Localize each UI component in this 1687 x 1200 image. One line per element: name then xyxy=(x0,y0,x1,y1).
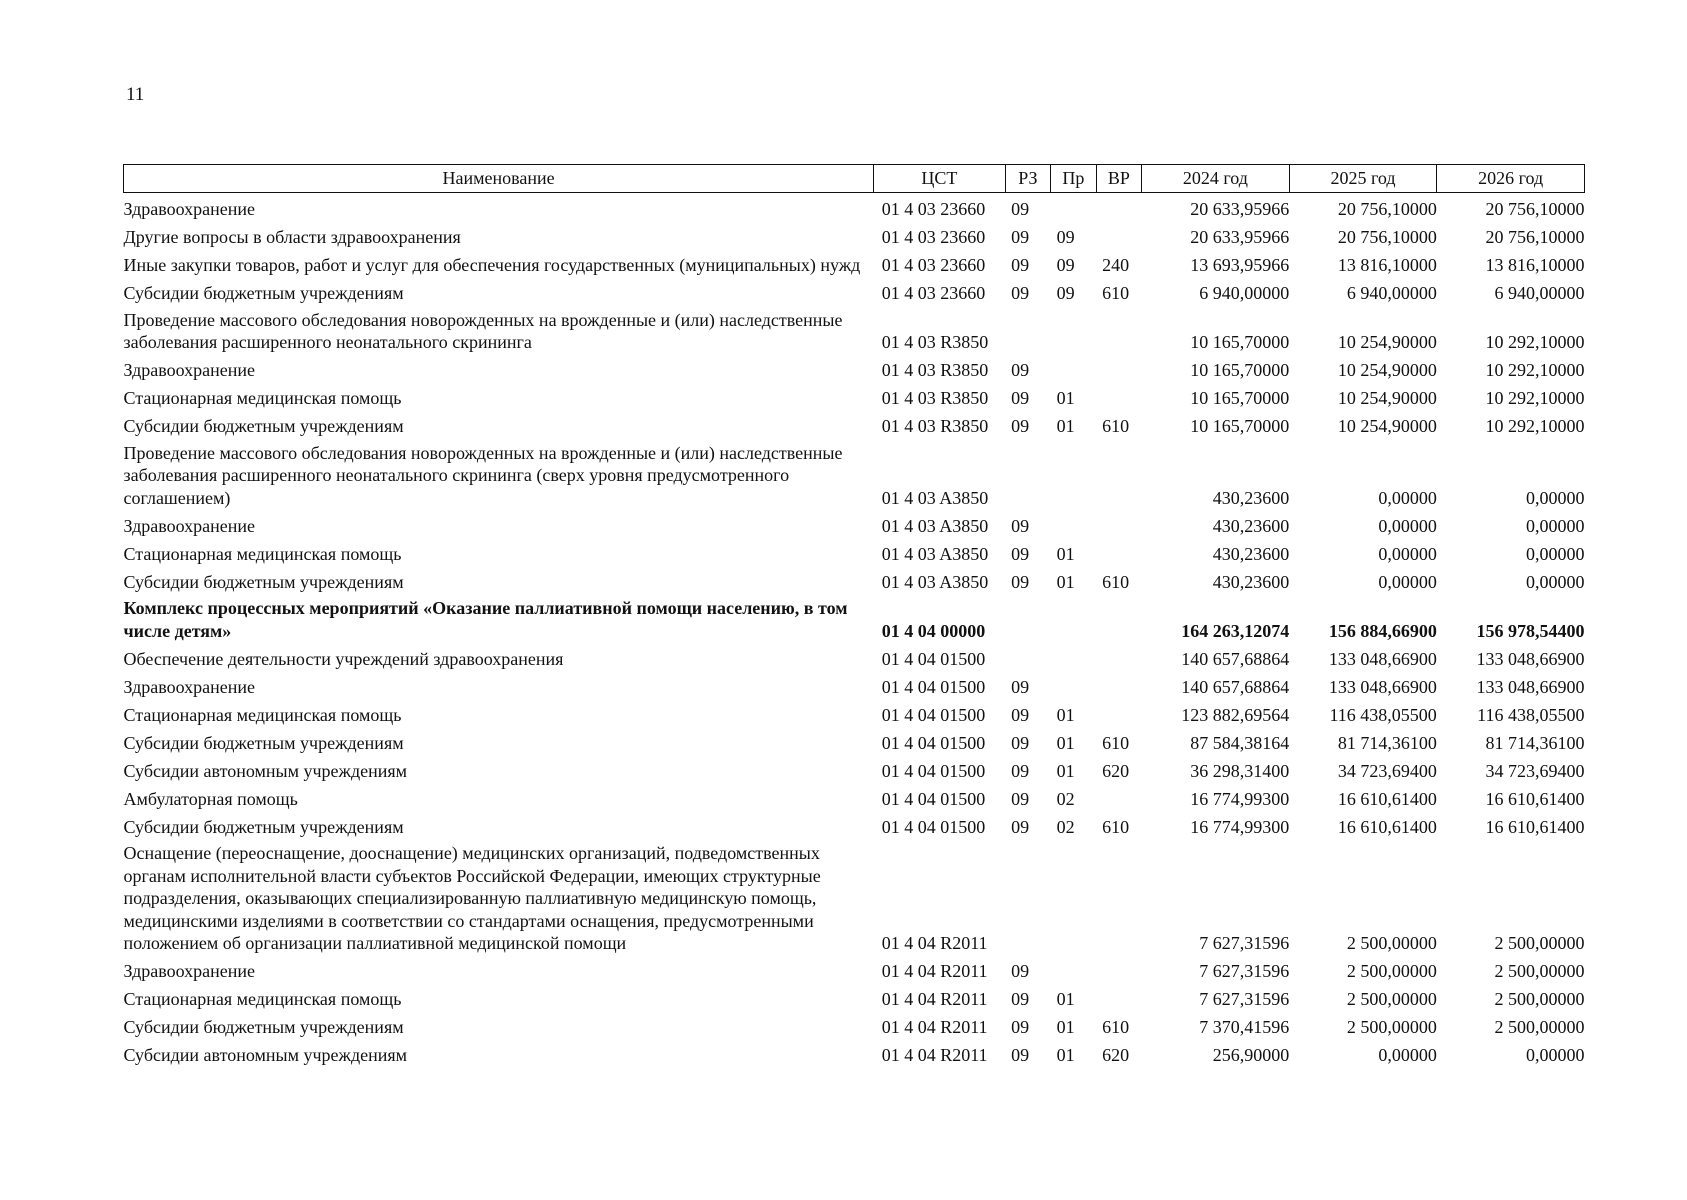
cell-2026: 0,00000 xyxy=(1526,515,1585,536)
table-row xyxy=(124,840,1585,957)
cell-rz: 09 xyxy=(1011,283,1030,303)
cell-name: Здравоохранение xyxy=(123,199,256,219)
table-row xyxy=(124,539,1585,567)
cell-vr xyxy=(1096,511,1141,539)
cell-pr xyxy=(1051,672,1096,700)
cell-cst: 01 4 04 01500 xyxy=(881,648,986,669)
cell-cst: 01 4 04 01500 xyxy=(881,676,986,697)
cell-name: Обеспечение деятельности учреждений здравоохранения xyxy=(123,648,564,669)
cell-vr xyxy=(1096,440,1141,512)
table-row xyxy=(124,728,1585,756)
cell-2024: 16 774,99300 xyxy=(1190,816,1290,837)
cell-name: Стационарная медицинская помощь xyxy=(123,989,402,1009)
header-pr: Пр xyxy=(1051,165,1096,193)
cell-2024: 123 882,69564 xyxy=(1181,704,1290,725)
cell-2024: 10 165,70000 xyxy=(1190,416,1290,436)
cell-vr: 240 xyxy=(1102,255,1130,275)
cell-vr: 610 xyxy=(1102,732,1130,753)
table-row xyxy=(124,251,1585,279)
cell-pr xyxy=(1051,511,1096,539)
cell-name: Стационарная медицинская помощь xyxy=(123,388,402,408)
cell-2025: 10 254,90000 xyxy=(1337,360,1437,380)
table-row xyxy=(124,595,1585,644)
cell-2025: 0,00000 xyxy=(1378,543,1437,564)
cell-rz: 09 xyxy=(1011,416,1030,436)
cell-vr xyxy=(1096,784,1141,812)
cell-2024: 20 633,95966 xyxy=(1190,227,1290,247)
cell-2026: 133 048,66900 xyxy=(1476,676,1585,697)
table-row xyxy=(124,511,1585,539)
table-row xyxy=(124,412,1585,440)
table-row xyxy=(124,1041,1585,1069)
cell-vr: 620 xyxy=(1102,1045,1130,1065)
cell-2025: 133 048,66900 xyxy=(1328,676,1437,697)
cell-cst: 01 4 03 R3850 xyxy=(881,332,989,352)
cell-rz: 09 xyxy=(1011,571,1030,592)
cell-rz: 09 xyxy=(1011,989,1030,1009)
cell-2024: 7 627,31596 xyxy=(1199,961,1290,981)
cell-2026: 34 723,69400 xyxy=(1485,760,1585,781)
cell-2025: 81 714,36100 xyxy=(1337,732,1437,753)
cell-2024: 7 627,31596 xyxy=(1199,933,1290,953)
cell-pr: 01 xyxy=(1056,543,1075,564)
cell-rz xyxy=(1005,595,1050,644)
cell-2026: 2 500,00000 xyxy=(1494,961,1585,981)
budget-table xyxy=(123,164,1585,1069)
cell-2025: 34 723,69400 xyxy=(1337,760,1437,781)
cell-2024: 430,23600 xyxy=(1212,571,1290,592)
cell-cst: 01 4 04 01500 xyxy=(881,732,986,753)
table-row xyxy=(124,1013,1585,1041)
cell-2025: 6 940,00000 xyxy=(1346,283,1437,303)
cell-vr xyxy=(1096,595,1141,644)
cell-2026: 156 978,54400 xyxy=(1476,620,1585,641)
cell-2025: 133 048,66900 xyxy=(1328,648,1437,669)
cell-2025: 2 500,00000 xyxy=(1346,1017,1437,1037)
cell-cst: 01 4 03 A3850 xyxy=(881,515,989,536)
cell-rz: 09 xyxy=(1011,227,1030,247)
cell-rz: 09 xyxy=(1011,255,1030,275)
table-row xyxy=(124,957,1585,985)
cell-2026: 2 500,00000 xyxy=(1494,933,1585,953)
cell-rz: 09 xyxy=(1011,1017,1030,1037)
table-row xyxy=(124,307,1585,356)
cell-2025: 0,00000 xyxy=(1378,487,1437,508)
cell-2025: 13 816,10000 xyxy=(1337,255,1437,275)
cell-pr: 01 xyxy=(1056,416,1075,436)
cell-rz: 09 xyxy=(1011,961,1030,981)
cell-name: Субсидии бюджетным учреждениям xyxy=(123,816,404,837)
cell-pr xyxy=(1051,595,1096,644)
cell-vr xyxy=(1096,840,1141,957)
cell-2025: 20 756,10000 xyxy=(1337,227,1437,247)
cell-pr xyxy=(1051,957,1096,985)
cell-pr: 01 xyxy=(1056,760,1075,781)
cell-2025: 116 438,05500 xyxy=(1329,704,1437,725)
cell-vr xyxy=(1096,223,1141,251)
cell-2026: 0,00000 xyxy=(1526,1045,1585,1065)
cell-2025: 20 756,10000 xyxy=(1337,199,1437,219)
cell-2024: 256,90000 xyxy=(1212,1045,1290,1065)
cell-name: Другие вопросы в области здравоохранения xyxy=(123,227,461,247)
cell-rz: 09 xyxy=(1011,388,1030,408)
cell-pr: 01 xyxy=(1056,1017,1075,1037)
cell-2026: 10 292,10000 xyxy=(1485,416,1585,436)
cell-name: Здравоохранение xyxy=(123,676,256,697)
cell-pr xyxy=(1051,356,1096,384)
table-row xyxy=(124,567,1585,595)
cell-pr xyxy=(1051,644,1096,672)
cell-rz xyxy=(1005,840,1050,957)
cell-vr xyxy=(1096,539,1141,567)
cell-cst: 01 4 04 01500 xyxy=(881,788,986,809)
cell-cst: 01 4 04 R2011 xyxy=(881,1045,988,1065)
cell-2024: 10 165,70000 xyxy=(1190,360,1290,380)
header-vr: ВР xyxy=(1096,165,1141,193)
cell-name: Стационарная медицинская помощь xyxy=(123,543,402,564)
header-2026: 2026 год xyxy=(1437,165,1585,193)
table-row xyxy=(124,672,1585,700)
table-body xyxy=(124,193,1585,1069)
cell-vr: 610 xyxy=(1102,416,1130,436)
cell-vr: 610 xyxy=(1102,1017,1130,1037)
cell-name: Иные закупки товаров, работ и услуг для обеспечения государственных (муниципальных) нужд xyxy=(123,255,861,275)
page-number: 11 xyxy=(126,84,145,105)
cell-pr: 09 xyxy=(1056,227,1075,247)
cell-name: Субсидии бюджетным учреждениям xyxy=(123,283,404,303)
cell-2025: 156 884,66900 xyxy=(1328,620,1437,641)
table-row xyxy=(124,440,1585,512)
cell-2024: 87 584,38164 xyxy=(1190,732,1290,753)
table-header xyxy=(124,165,1585,193)
cell-name: Комплекс процессных мероприятий «Оказание паллиативной помощи населению, в том числе детям» xyxy=(123,598,848,641)
cell-2026: 13 816,10000 xyxy=(1485,255,1585,275)
cell-pr: 01 xyxy=(1056,1045,1075,1065)
cell-name: Здравоохранение xyxy=(123,360,256,380)
cell-name: Оснащение (переоснащение, дооснащение) медицинских организаций, подведомственных органам исполнительной власти субъектов Российской Федерации, имеющих структурные подразделения, оказывающих специализированную паллиативную медицинскую помощь, медицинскими изделиями в соответствии со стандартами оснащения, предусмотренными положением об организации паллиативной медицинской помощи xyxy=(123,843,821,953)
cell-2025: 10 254,90000 xyxy=(1337,388,1437,408)
cell-2026: 10 292,10000 xyxy=(1485,332,1585,352)
cell-rz: 09 xyxy=(1011,760,1030,781)
cell-name: Проведение массового обследования новорожденных на врожденные и (или) наследственные заболевания расширенного неонатального скрининга xyxy=(123,309,843,352)
cell-2026: 6 940,00000 xyxy=(1494,283,1585,303)
cell-2025: 16 610,61400 xyxy=(1337,788,1437,809)
table-row xyxy=(124,193,1585,223)
cell-2025: 16 610,61400 xyxy=(1337,816,1437,837)
cell-2026: 20 756,10000 xyxy=(1485,227,1585,247)
cell-2026: 0,00000 xyxy=(1526,543,1585,564)
cell-2026: 10 292,10000 xyxy=(1485,388,1585,408)
cell-cst: 01 4 04 00000 xyxy=(881,620,986,641)
cell-name: Субсидии автономным учреждениям xyxy=(123,1045,408,1065)
cell-2024: 13 693,95966 xyxy=(1190,255,1290,275)
cell-name: Стационарная медицинская помощь xyxy=(123,704,402,725)
cell-2024: 7 627,31596 xyxy=(1199,989,1290,1009)
table-row xyxy=(124,223,1585,251)
cell-pr: 01 xyxy=(1056,704,1075,725)
cell-vr xyxy=(1096,957,1141,985)
cell-2026: 2 500,00000 xyxy=(1494,989,1585,1009)
table-row xyxy=(124,756,1585,784)
cell-cst: 01 4 03 23660 xyxy=(881,283,986,303)
cell-cst: 01 4 03 23660 xyxy=(881,227,986,247)
cell-cst: 01 4 04 R2011 xyxy=(881,961,988,981)
cell-2026: 20 756,10000 xyxy=(1485,199,1585,219)
cell-2024: 164 263,12074 xyxy=(1181,620,1290,641)
cell-vr: 610 xyxy=(1102,283,1130,303)
cell-cst: 01 4 03 A3850 xyxy=(881,571,989,592)
header-rz: РЗ xyxy=(1005,165,1050,193)
cell-rz: 09 xyxy=(1011,1045,1030,1065)
table-row xyxy=(124,356,1585,384)
table-row xyxy=(124,812,1585,840)
table-row xyxy=(124,644,1585,672)
cell-name: Субсидии бюджетным учреждениям xyxy=(123,732,404,753)
cell-rz: 09 xyxy=(1011,816,1030,837)
cell-cst: 01 4 03 R3850 xyxy=(881,416,989,436)
cell-rz xyxy=(1005,440,1050,512)
header-2025: 2025 год xyxy=(1289,165,1437,193)
table-row xyxy=(124,384,1585,412)
cell-pr: 09 xyxy=(1056,283,1075,303)
header-cst: ЦСТ xyxy=(874,165,1005,193)
cell-2024: 10 165,70000 xyxy=(1190,388,1290,408)
cell-vr xyxy=(1096,985,1141,1013)
cell-rz: 09 xyxy=(1011,732,1030,753)
cell-2025: 2 500,00000 xyxy=(1346,933,1437,953)
cell-cst: 01 4 03 A3850 xyxy=(881,487,989,508)
cell-pr: 01 xyxy=(1056,571,1075,592)
cell-name: Субсидии автономным учреждениям xyxy=(123,760,408,781)
cell-2025: 2 500,00000 xyxy=(1346,961,1437,981)
cell-name: Здравоохранение xyxy=(123,961,256,981)
cell-pr: 01 xyxy=(1056,989,1075,1009)
cell-rz: 09 xyxy=(1011,199,1030,219)
cell-vr xyxy=(1096,307,1141,356)
cell-name: Субсидии бюджетным учреждениям xyxy=(123,416,404,436)
cell-cst: 01 4 03 A3850 xyxy=(881,543,989,564)
cell-2024: 430,23600 xyxy=(1212,487,1290,508)
cell-rz: 09 xyxy=(1011,360,1030,380)
cell-2024: 10 165,70000 xyxy=(1190,332,1290,352)
cell-vr xyxy=(1096,356,1141,384)
cell-vr: 610 xyxy=(1102,571,1130,592)
cell-2025: 10 254,90000 xyxy=(1337,416,1437,436)
cell-name: Амбулаторная помощь xyxy=(123,788,298,809)
table-row xyxy=(124,985,1585,1013)
cell-cst: 01 4 03 23660 xyxy=(881,199,986,219)
cell-2025: 0,00000 xyxy=(1378,1045,1437,1065)
cell-pr: 01 xyxy=(1056,732,1075,753)
cell-cst: 01 4 04 R2011 xyxy=(881,1017,988,1037)
cell-2024: 6 940,00000 xyxy=(1199,283,1290,303)
table-row xyxy=(124,700,1585,728)
cell-2025: 10 254,90000 xyxy=(1337,332,1437,352)
cell-cst: 01 4 03 R3850 xyxy=(881,388,989,408)
cell-name: Субсидии бюджетным учреждениям xyxy=(123,1017,404,1037)
table-row xyxy=(124,279,1585,307)
cell-2024: 430,23600 xyxy=(1212,515,1290,536)
cell-pr xyxy=(1051,307,1096,356)
cell-vr xyxy=(1096,672,1141,700)
cell-2024: 7 370,41596 xyxy=(1199,1017,1290,1037)
cell-rz: 09 xyxy=(1011,704,1030,725)
cell-cst: 01 4 04 01500 xyxy=(881,816,986,837)
cell-2026: 16 610,61400 xyxy=(1485,816,1585,837)
cell-pr xyxy=(1051,440,1096,512)
cell-pr: 01 xyxy=(1056,388,1075,408)
cell-rz: 09 xyxy=(1011,788,1030,809)
cell-2026: 81 714,36100 xyxy=(1485,732,1585,753)
cell-cst: 01 4 04 01500 xyxy=(881,760,986,781)
cell-2024: 140 657,68864 xyxy=(1181,676,1290,697)
cell-vr xyxy=(1096,384,1141,412)
cell-rz: 09 xyxy=(1011,543,1030,564)
table-row xyxy=(124,784,1585,812)
cell-pr xyxy=(1051,193,1096,223)
cell-rz: 09 xyxy=(1011,676,1030,697)
cell-cst: 01 4 03 R3850 xyxy=(881,360,989,380)
cell-2026: 0,00000 xyxy=(1526,571,1585,592)
cell-2024: 430,23600 xyxy=(1212,543,1290,564)
cell-name: Субсидии бюджетным учреждениям xyxy=(123,571,404,592)
cell-rz xyxy=(1005,644,1050,672)
cell-rz: 09 xyxy=(1011,515,1030,536)
cell-2026: 116 438,05500 xyxy=(1477,704,1585,725)
cell-2025: 0,00000 xyxy=(1378,515,1437,536)
cell-name: Здравоохранение xyxy=(123,515,256,536)
cell-2026: 10 292,10000 xyxy=(1485,360,1585,380)
cell-pr xyxy=(1051,840,1096,957)
cell-2024: 140 657,68864 xyxy=(1181,648,1290,669)
cell-pr: 02 xyxy=(1056,788,1075,809)
cell-2025: 2 500,00000 xyxy=(1346,989,1437,1009)
cell-2026: 0,00000 xyxy=(1526,487,1585,508)
header-2024: 2024 год xyxy=(1142,165,1290,193)
cell-2024: 36 298,31400 xyxy=(1190,760,1290,781)
cell-cst: 01 4 04 R2011 xyxy=(881,933,988,953)
cell-pr: 09 xyxy=(1056,255,1075,275)
cell-cst: 01 4 03 23660 xyxy=(881,255,986,275)
cell-2026: 16 610,61400 xyxy=(1485,788,1585,809)
cell-2024: 20 633,95966 xyxy=(1190,199,1290,219)
cell-2026: 2 500,00000 xyxy=(1494,1017,1585,1037)
cell-vr: 610 xyxy=(1102,816,1130,837)
cell-pr: 02 xyxy=(1056,816,1075,837)
cell-rz xyxy=(1005,307,1050,356)
cell-2025: 0,00000 xyxy=(1378,571,1437,592)
cell-cst: 01 4 04 01500 xyxy=(881,704,986,725)
cell-cst: 01 4 04 R2011 xyxy=(881,989,988,1009)
cell-2024: 16 774,99300 xyxy=(1190,788,1290,809)
cell-vr xyxy=(1096,700,1141,728)
cell-vr: 620 xyxy=(1102,760,1130,781)
cell-name: Проведение массового обследования новорожденных на врожденные и (или) наследственные заболевания расширенного неонатального скрининга (сверх уровня предусмотренного соглашением) xyxy=(123,442,843,508)
header-name: Наименование xyxy=(124,165,874,193)
cell-vr xyxy=(1096,193,1141,223)
cell-2026: 133 048,66900 xyxy=(1476,648,1585,669)
cell-vr xyxy=(1096,644,1141,672)
